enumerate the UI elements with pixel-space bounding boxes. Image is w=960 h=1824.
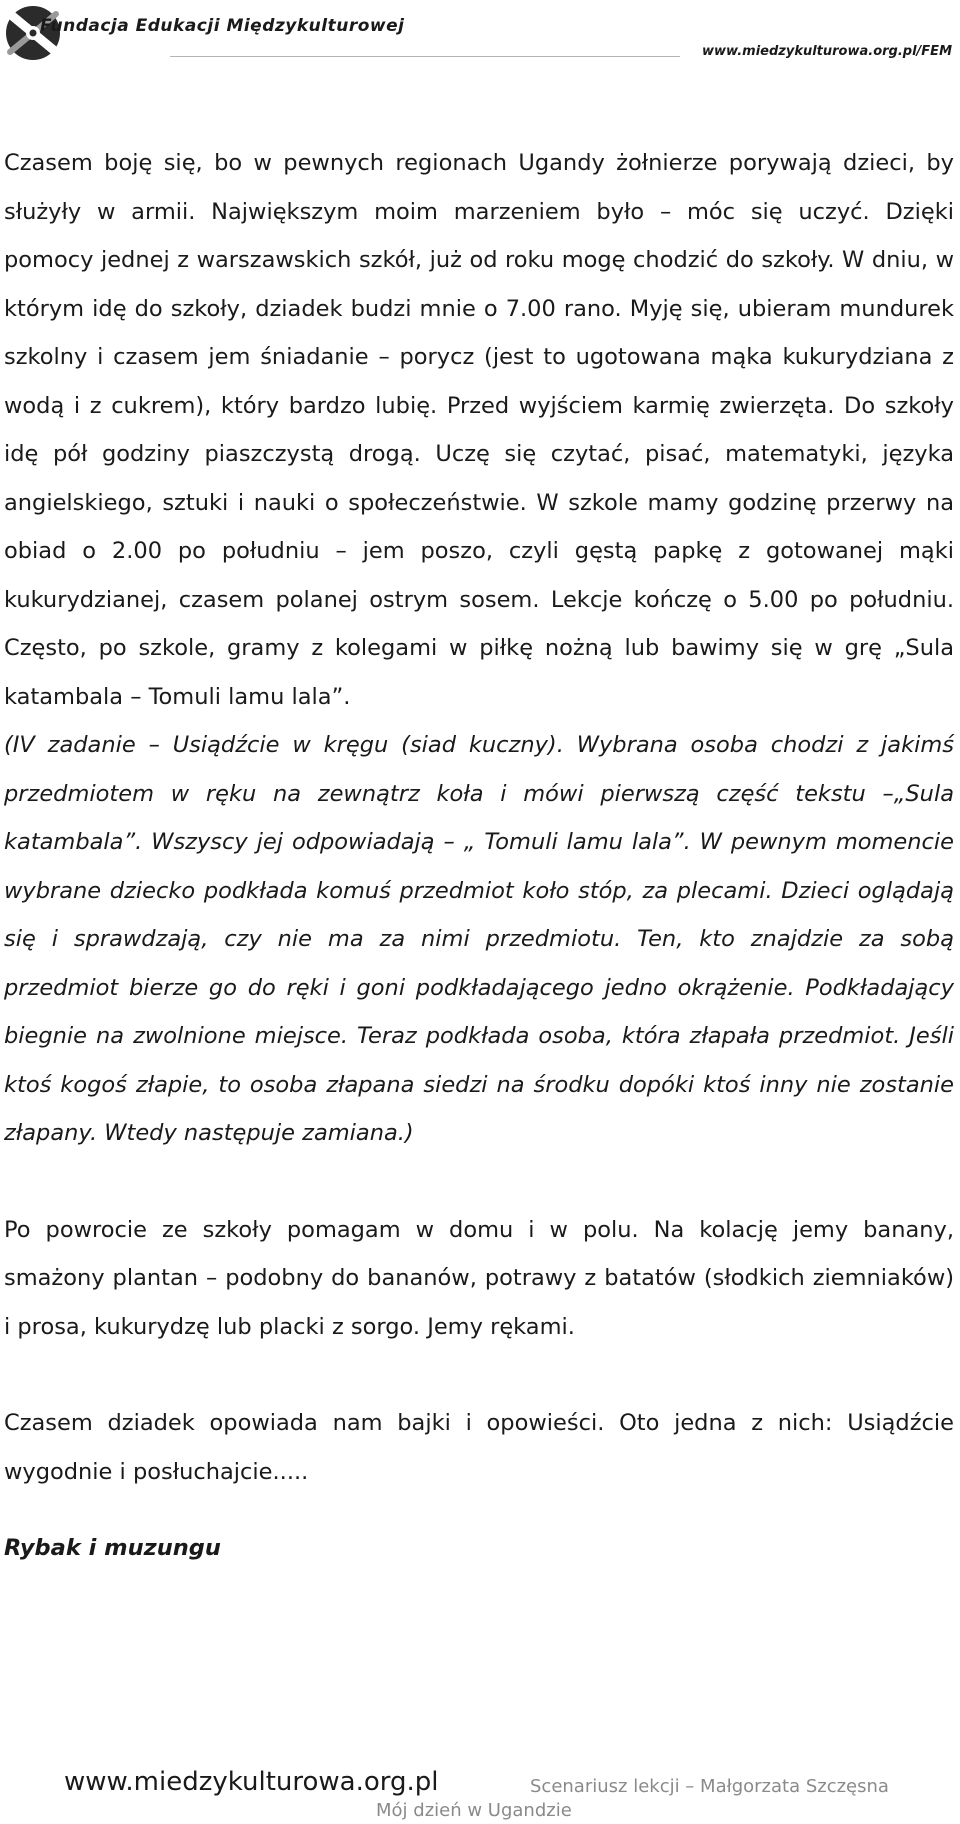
page-header xyxy=(0,0,960,70)
paragraph-spacer xyxy=(4,1496,954,1524)
header-divider xyxy=(170,56,680,57)
document-body xyxy=(4,139,954,1573)
header-url[interactable]: www.miedzykulturowa.org.pl/FEM xyxy=(702,44,952,59)
footer-subtitle: Mój dzień w Ugandzie xyxy=(376,1800,572,1821)
footer-url[interactable]: www.miedzykulturowa.org.pl xyxy=(64,1767,439,1797)
paragraph-spacer xyxy=(4,1158,954,1206)
story-title: Rybak i muzungu xyxy=(4,1535,221,1561)
organization-name: Fundacja Edukacji Międzykulturowej xyxy=(40,16,405,36)
paragraph-spacer xyxy=(4,1351,954,1399)
paragraph-game-instructions: (IV zadanie – Usiądźcie w kręgu (siad kuczny). Wybrana osoba chodzi z jakimś przedmiotem w ręku na zewnątrz koła i mówi pierwszą część tekstu –„Sula katambala”. Wszyscy jej odpowiadają – „ Tomuli lamu lala”. W pewnym momencie wybrane dziecko podkłada komuś przedmiot koło stóp, za plecami. Dzieci oglądają się i sprawdzają, czy nie ma za nimi przedmiotu. Ten, kto znajdzie za sobą przedmiot bierze go do ręki i goni podkładającego jedno okrążenie. Podkładający biegnie na zwolnione miejsce. Teraz podkłada osoba, która złapała przedmiot. Jeśli ktoś kogoś złapie, to osoba złapana siedzi na środku dopóki ktoś inny nie zostanie złapany. Wtedy następuje zamiana.) xyxy=(4,732,954,1146)
paragraph-after-school: Po powrocie ze szkoły pomagam w domu i w polu. Na kolację jemy banany, smażony plantan – podobny do bananów, potrawy z batatów (słodkich ziemniaków) i prosa, kukurydzę lub placki z sorgo. Jemy rękami. xyxy=(4,1216,954,1340)
paragraph-grandfather-stories: Czasem dziadek opowiada nam bajki i opowieści. Oto jedna z nich: Usiądźcie wygodnie i posłuchajcie..... xyxy=(4,1410,954,1485)
footer-credit: Scenariusz lekcji – Małgorzata Szczęsna xyxy=(530,1776,889,1797)
paragraph-daily-routine: Czasem boję się, bo w pewnych regionach Ugandy żołnierze porywają dzieci, by służyły w armii. Największym moim marzeniem było – móc się uczyć. Dzięki pomocy jednej z warszawskich szkół, już od roku mogę chodzić do szkoły. W dniu, w którym idę do szkoły, dziadek budzi mnie o 7.00 rano. Myję się, ubieram mundurek szkolny i czasem jem śniadanie – porycz (jest to ugotowana mąka kukurydziana z wodą i z cukrem), który bardzo lubię. Przed wyjściem karmię zwierzęta. Do szkoły idę pół godziny piaszczystą drogą. Uczę się czytać, pisać, matematyki, języka angielskiego, sztuki i nauki o społeczeństwie. W szkole mamy godzinę przerwy na obiad o 2.00 po południu – jem poszo, czyli gęstą papkę z gotowanej mąki kukurydzianej, czasem polanej ostrym sosem. Lekcje kończę o 5.00 po południu. Często, po szkole, gramy z kolegami w piłkę nożną lub bawimy się w grę „Sula katambala – Tomuli lamu lala”. xyxy=(4,150,954,710)
